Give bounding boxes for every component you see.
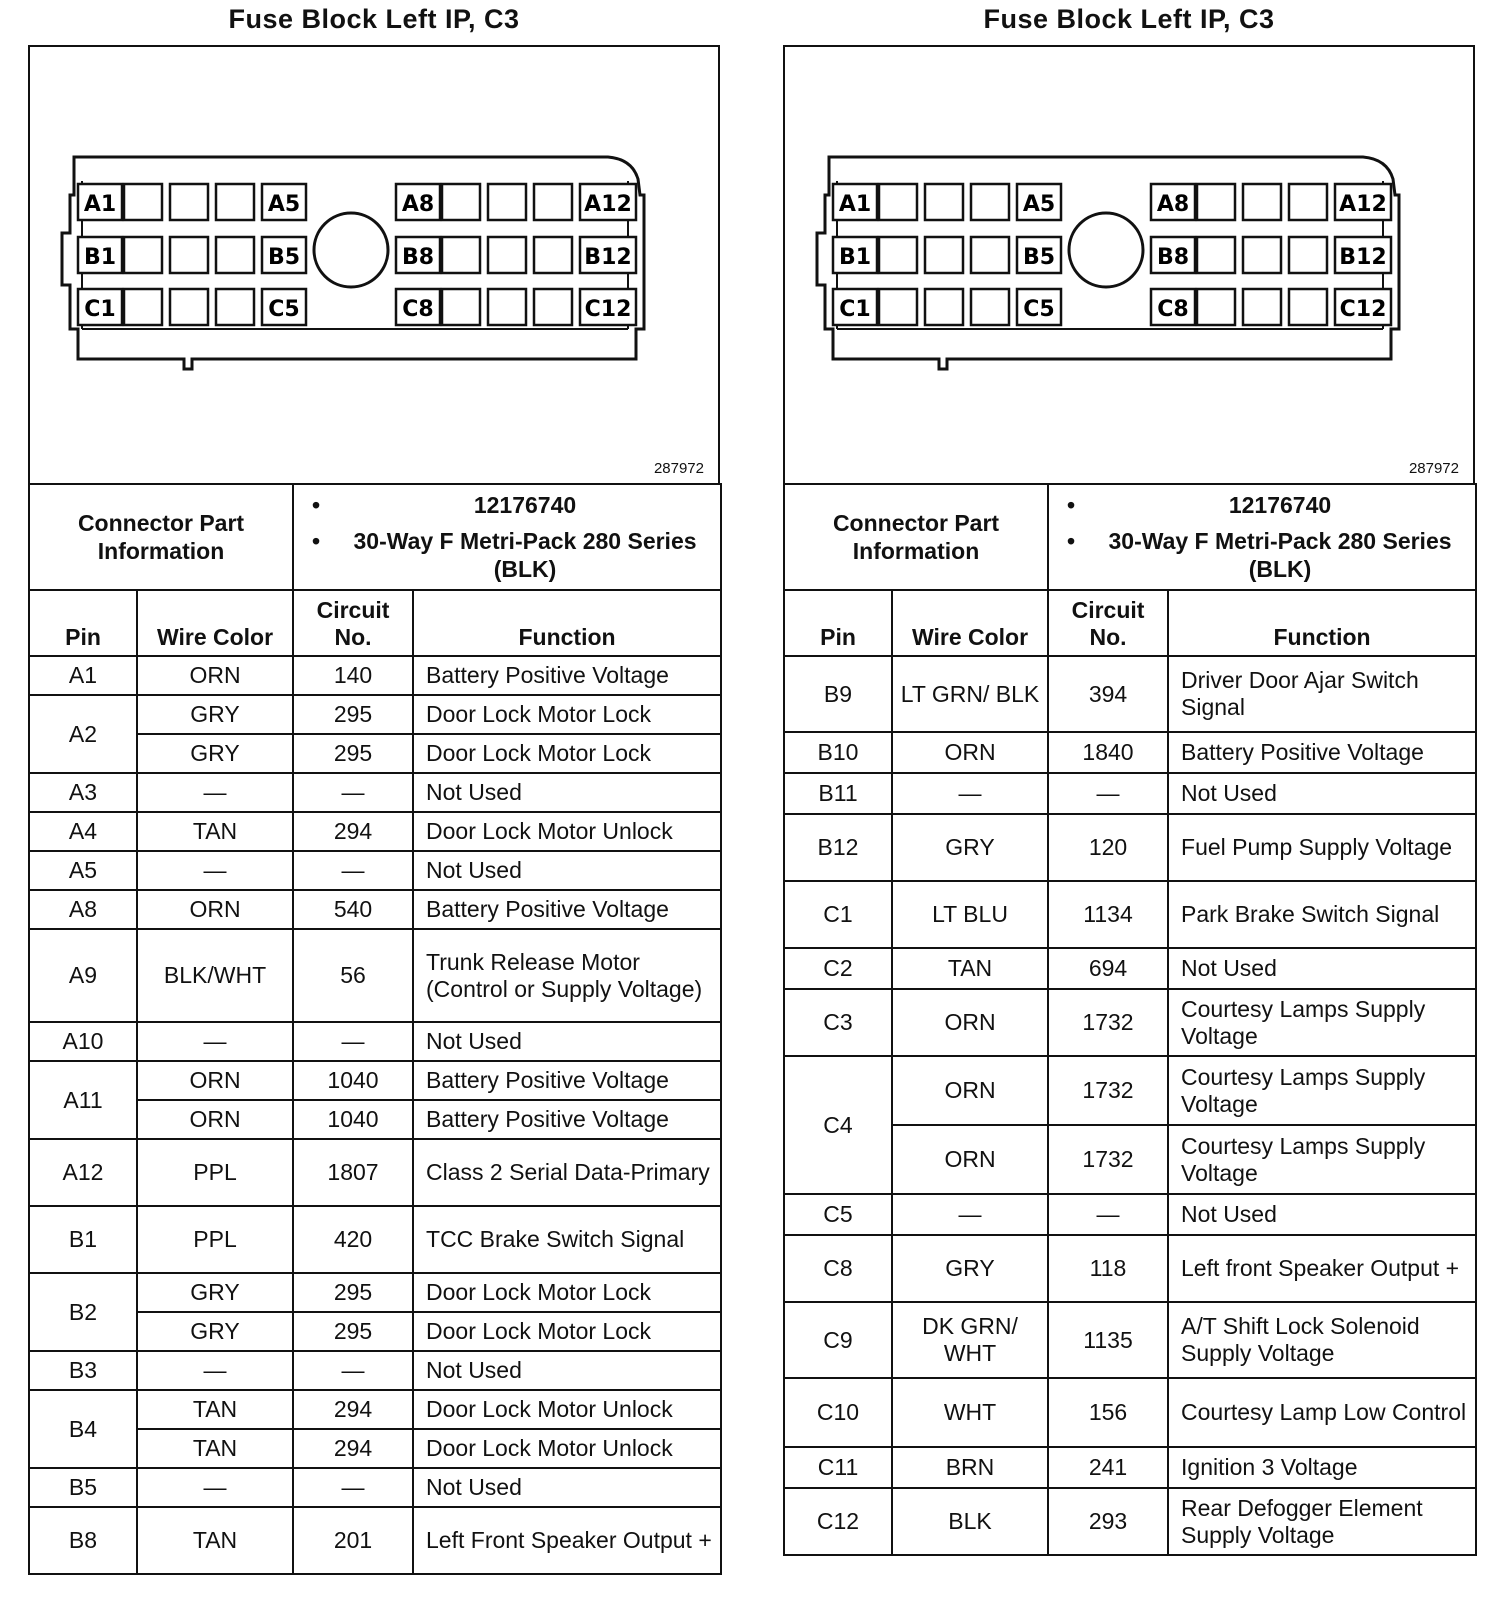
table-row <box>29 1061 721 1100</box>
pin-cavity <box>534 237 572 273</box>
table-row <box>784 1194 1476 1235</box>
circuit-cell: — <box>1048 1194 1168 1235</box>
pin-cavity <box>1289 237 1327 273</box>
circuit-cell: 295 <box>293 1273 413 1312</box>
pin-cavity <box>925 237 963 273</box>
wire-color-cell: GRY <box>137 1312 293 1351</box>
pin-cell: A11 <box>29 1061 137 1139</box>
pin-cavity <box>925 184 963 220</box>
table-row <box>29 812 721 851</box>
pin-label: A1 <box>83 192 117 217</box>
wire-color-cell: ORN <box>137 1100 293 1139</box>
pin-label: B1 <box>83 245 117 270</box>
wire-color-cell: TAN <box>137 1390 293 1429</box>
circuit-cell: — <box>293 1468 413 1507</box>
table-row <box>784 989 1476 1056</box>
figure-id: 287972 <box>1408 460 1459 477</box>
circuit-cell: 56 <box>293 929 413 1022</box>
table-row <box>784 881 1476 948</box>
table-row <box>29 1273 721 1312</box>
header-pin: Pin <box>29 590 137 656</box>
pin-label: B5 <box>1022 245 1056 270</box>
pin-cell: B5 <box>29 1468 137 1507</box>
connector-figure <box>783 45 1475 485</box>
header-row <box>29 590 721 656</box>
wire-color-cell: ORN <box>137 656 293 695</box>
function-cell: Driver Door Ajar Switch Signal <box>1168 656 1476 732</box>
pin-cavity <box>534 289 572 325</box>
pin-cell: C8 <box>784 1235 892 1302</box>
pin-cell: B1 <box>29 1206 137 1273</box>
circuit-cell: 294 <box>293 1429 413 1468</box>
latch-circle <box>1069 213 1143 287</box>
circuit-cell: 694 <box>1048 948 1168 989</box>
table-row <box>29 773 721 812</box>
table-row <box>784 1235 1476 1302</box>
wire-color-cell: ORN <box>892 1125 1048 1194</box>
pin-cavity <box>971 237 1009 273</box>
function-cell: Fuel Pump Supply Voltage <box>1168 814 1476 881</box>
pin-cell: A4 <box>29 812 137 851</box>
connector-part-info-list <box>1048 484 1476 590</box>
function-cell: Class 2 Serial Data-Primary <box>413 1139 721 1206</box>
header-wire-color: Wire Color <box>137 590 293 656</box>
pin-cell: C3 <box>784 989 892 1056</box>
header-row <box>784 590 1476 656</box>
wire-color-cell: PPL <box>137 1139 293 1206</box>
circuit-cell: 295 <box>293 1312 413 1351</box>
circuit-cell: 156 <box>1048 1378 1168 1447</box>
pin-cavity <box>534 184 572 220</box>
pin-cavity <box>1197 184 1235 220</box>
pin-cell: A12 <box>29 1139 137 1206</box>
pin-cavity <box>879 184 917 220</box>
function-cell: Door Lock Motor Lock <box>413 1273 721 1312</box>
panel-title: Fuse Block Left IP, C3 <box>228 4 520 34</box>
header-function: Function <box>413 590 721 656</box>
pin-label: A12 <box>584 192 632 217</box>
connector-info-row <box>29 484 721 590</box>
function-cell: TCC Brake Switch Signal <box>413 1206 721 1273</box>
table-row <box>29 929 721 1022</box>
pin-label: C5 <box>1023 297 1055 322</box>
circuit-cell: — <box>293 851 413 890</box>
function-cell: Not Used <box>413 1468 721 1507</box>
pin-cell: B4 <box>29 1390 137 1468</box>
circuit-cell: 1732 <box>1048 1125 1168 1194</box>
function-cell: Battery Positive Voltage <box>1168 732 1476 773</box>
pin-cavity <box>442 289 480 325</box>
table-row <box>29 851 721 890</box>
header-wire-color: Wire Color <box>892 590 1048 656</box>
circuit-cell: 1840 <box>1048 732 1168 773</box>
pin-label: B5 <box>267 245 301 270</box>
table-row <box>784 732 1476 773</box>
pin-cell: B2 <box>29 1273 137 1351</box>
pin-label: A1 <box>838 192 872 217</box>
connector-diagram <box>30 47 718 485</box>
pin-cavity <box>442 237 480 273</box>
wire-color-cell: — <box>892 773 1048 814</box>
pin-cavity <box>879 289 917 325</box>
part-number: • 12176740 <box>1089 491 1471 519</box>
table-row <box>29 890 721 929</box>
pin-cavity <box>488 289 526 325</box>
pin-cell: B9 <box>784 656 892 732</box>
pin-cavity <box>170 237 208 273</box>
wire-color-cell: GRY <box>137 1273 293 1312</box>
pin-cell: A3 <box>29 773 137 812</box>
pin-label: A12 <box>1339 192 1387 217</box>
pin-cell: C2 <box>784 948 892 989</box>
pin-label: C12 <box>1339 297 1387 322</box>
circuit-cell: 1040 <box>293 1100 413 1139</box>
function-cell: Battery Positive Voltage <box>413 890 721 929</box>
pin-cavity <box>1289 184 1327 220</box>
table-row <box>784 773 1476 814</box>
part-description: • 30-Way F Metri-Pack 280 Series (BLK) <box>334 527 716 583</box>
wire-color-cell: TAN <box>137 1429 293 1468</box>
pin-label: C5 <box>268 297 300 322</box>
wire-color-cell: — <box>137 851 293 890</box>
pin-label: A8 <box>401 192 435 217</box>
header-circuit-no: Circuit No. <box>1048 590 1168 656</box>
circuit-cell: 1134 <box>1048 881 1168 948</box>
function-cell: Park Brake Switch Signal <box>1168 881 1476 948</box>
wire-color-cell: ORN <box>892 1056 1048 1125</box>
circuit-cell: 295 <box>293 695 413 734</box>
header-function: Function <box>1168 590 1476 656</box>
wire-color-cell: BRN <box>892 1447 1048 1488</box>
pin-cell: A5 <box>29 851 137 890</box>
pin-cell: B11 <box>784 773 892 814</box>
wire-color-cell: TAN <box>137 812 293 851</box>
pin-cell: A10 <box>29 1022 137 1061</box>
table-row <box>29 695 721 734</box>
function-cell: Not Used <box>1168 1194 1476 1235</box>
part-description: • 30-Way F Metri-Pack 280 Series (BLK) <box>1089 527 1471 583</box>
pin-label: A5 <box>267 192 301 217</box>
wire-color-cell: LT GRN/ BLK <box>892 656 1048 732</box>
pin-cavity <box>442 184 480 220</box>
panel-title: Fuse Block Left IP, C3 <box>983 4 1275 34</box>
circuit-cell: 1732 <box>1048 989 1168 1056</box>
table-row <box>29 1390 721 1429</box>
table-row <box>29 1139 721 1206</box>
pin-cell: C10 <box>784 1378 892 1447</box>
circuit-cell: 295 <box>293 734 413 773</box>
wire-color-cell: TAN <box>892 948 1048 989</box>
function-cell: Door Lock Motor Unlock <box>413 812 721 851</box>
connector-part-info-list <box>293 484 721 590</box>
function-cell: Left front Speaker Output + <box>1168 1235 1476 1302</box>
circuit-cell: 201 <box>293 1507 413 1574</box>
pin-label: C12 <box>584 297 632 322</box>
wire-color-cell: — <box>892 1194 1048 1235</box>
pin-cell: C12 <box>784 1488 892 1555</box>
circuit-cell: 118 <box>1048 1235 1168 1302</box>
table-row <box>29 1351 721 1390</box>
table-row <box>29 1022 721 1061</box>
pin-label: B12 <box>584 245 632 270</box>
pin-cavity <box>124 237 162 273</box>
wire-color-cell: — <box>137 1468 293 1507</box>
pin-cavity <box>170 184 208 220</box>
pin-cell: B3 <box>29 1351 137 1390</box>
circuit-cell: — <box>293 773 413 812</box>
pin-cell: A8 <box>29 890 137 929</box>
table-row <box>29 1507 721 1574</box>
wire-color-cell: ORN <box>137 890 293 929</box>
pin-cavity <box>488 184 526 220</box>
circuit-cell: 140 <box>293 656 413 695</box>
wire-color-cell: TAN <box>137 1507 293 1574</box>
circuit-cell: 294 <box>293 1390 413 1429</box>
circuit-cell: 1040 <box>293 1061 413 1100</box>
pin-label: A5 <box>1022 192 1056 217</box>
pin-cavity <box>216 184 254 220</box>
function-cell: Not Used <box>413 851 721 890</box>
wire-color-cell: DK GRN/ WHT <box>892 1302 1048 1378</box>
pin-cavity <box>1197 289 1235 325</box>
function-cell: Not Used <box>1168 773 1476 814</box>
function-cell: Door Lock Motor Lock <box>413 1312 721 1351</box>
table-row <box>784 814 1476 881</box>
function-cell: Battery Positive Voltage <box>413 1100 721 1139</box>
pin-cavity <box>925 289 963 325</box>
pin-label: C1 <box>84 297 116 322</box>
pin-cavity <box>1243 289 1281 325</box>
circuit-cell: 420 <box>293 1206 413 1273</box>
function-cell: Trunk Release Motor (Control or Supply Voltage) <box>413 929 721 1022</box>
table-row <box>784 1488 1476 1555</box>
wire-color-cell: PPL <box>137 1206 293 1273</box>
pin-cavity <box>216 237 254 273</box>
pin-cell: C4 <box>784 1056 892 1194</box>
function-cell: Door Lock Motor Lock <box>413 734 721 773</box>
wire-color-cell: WHT <box>892 1378 1048 1447</box>
table-row <box>29 1468 721 1507</box>
pin-label: B8 <box>1156 245 1190 270</box>
table-row <box>29 656 721 695</box>
circuit-cell: — <box>293 1022 413 1061</box>
pin-label: B1 <box>838 245 872 270</box>
pin-cavity <box>216 289 254 325</box>
connector-part-info-label: Connector Part Information <box>784 484 1048 590</box>
pin-cavity <box>124 184 162 220</box>
connector-info-row <box>784 484 1476 590</box>
pinout-table <box>783 483 1477 1556</box>
function-cell: Courtesy Lamp Low Control <box>1168 1378 1476 1447</box>
pin-cavity <box>971 289 1009 325</box>
circuit-cell: 1135 <box>1048 1302 1168 1378</box>
wire-color-cell: ORN <box>892 732 1048 773</box>
pin-cell: C9 <box>784 1302 892 1378</box>
connector-part-info-label: Connector Part Information <box>29 484 293 590</box>
function-cell: Courtesy Lamps Supply Voltage <box>1168 1056 1476 1125</box>
header-circuit-no: Circuit No. <box>293 590 413 656</box>
wire-color-cell: BLK <box>892 1488 1048 1555</box>
pin-cell: C11 <box>784 1447 892 1488</box>
table-row <box>784 948 1476 989</box>
figure-id: 287972 <box>653 460 704 477</box>
table-row <box>784 656 1476 732</box>
pin-cavity <box>1243 184 1281 220</box>
function-cell: Not Used <box>413 1022 721 1061</box>
function-cell: Not Used <box>413 773 721 812</box>
wire-color-cell: GRY <box>892 814 1048 881</box>
pin-cavity <box>488 237 526 273</box>
wire-color-cell: ORN <box>137 1061 293 1100</box>
wire-color-cell: — <box>137 773 293 812</box>
pin-label: B12 <box>1339 245 1387 270</box>
circuit-cell: 241 <box>1048 1447 1168 1488</box>
pin-cavity <box>1197 237 1235 273</box>
function-cell: Door Lock Motor Unlock <box>413 1390 721 1429</box>
function-cell: Door Lock Motor Unlock <box>413 1429 721 1468</box>
table-row <box>784 1056 1476 1125</box>
function-cell: Rear Defogger Element Supply Voltage <box>1168 1488 1476 1555</box>
wire-color-cell: — <box>137 1022 293 1061</box>
wire-color-cell: BLK/WHT <box>137 929 293 1022</box>
wire-color-cell: GRY <box>892 1235 1048 1302</box>
function-cell: Battery Positive Voltage <box>413 656 721 695</box>
table-row <box>784 1378 1476 1447</box>
pin-cavity <box>124 289 162 325</box>
pin-cavity <box>1289 289 1327 325</box>
part-number: • 12176740 <box>334 491 716 519</box>
connector-figure <box>28 45 720 485</box>
latch-circle <box>314 213 388 287</box>
circuit-cell: 294 <box>293 812 413 851</box>
pinout-table <box>28 483 722 1575</box>
wire-color-cell: ORN <box>892 989 1048 1056</box>
function-cell: Courtesy Lamps Supply Voltage <box>1168 1125 1476 1194</box>
function-cell: Ignition 3 Voltage <box>1168 1447 1476 1488</box>
pin-label: C8 <box>1157 297 1189 322</box>
function-cell: Left Front Speaker Output + <box>413 1507 721 1574</box>
table-row <box>29 1206 721 1273</box>
wire-color-cell: — <box>137 1351 293 1390</box>
pin-label: A8 <box>1156 192 1190 217</box>
function-cell: Not Used <box>1168 948 1476 989</box>
circuit-cell: 120 <box>1048 814 1168 881</box>
table-row <box>784 1447 1476 1488</box>
pin-cell: B8 <box>29 1507 137 1574</box>
circuit-cell: 540 <box>293 890 413 929</box>
pin-cavity <box>1243 237 1281 273</box>
wire-color-cell: LT BLU <box>892 881 1048 948</box>
pin-cell: C1 <box>784 881 892 948</box>
function-cell: Not Used <box>413 1351 721 1390</box>
pin-cavity <box>170 289 208 325</box>
pin-cell: C5 <box>784 1194 892 1235</box>
pin-cell: A2 <box>29 695 137 773</box>
pin-cavity <box>879 237 917 273</box>
circuit-cell: 1807 <box>293 1139 413 1206</box>
function-cell: Door Lock Motor Lock <box>413 695 721 734</box>
pin-cell: B10 <box>784 732 892 773</box>
pin-cell: B12 <box>784 814 892 881</box>
function-cell: A/T Shift Lock Solenoid Supply Voltage <box>1168 1302 1476 1378</box>
circuit-cell: — <box>1048 773 1168 814</box>
circuit-cell: 1732 <box>1048 1056 1168 1125</box>
pin-label: B8 <box>401 245 435 270</box>
wire-color-cell: GRY <box>137 734 293 773</box>
pin-label: C8 <box>402 297 434 322</box>
circuit-cell: — <box>293 1351 413 1390</box>
wire-color-cell: GRY <box>137 695 293 734</box>
header-pin: Pin <box>784 590 892 656</box>
connector-diagram <box>785 47 1473 485</box>
pin-cell: A9 <box>29 929 137 1022</box>
circuit-cell: 394 <box>1048 656 1168 732</box>
pin-cell: A1 <box>29 656 137 695</box>
function-cell: Battery Positive Voltage <box>413 1061 721 1100</box>
function-cell: Courtesy Lamps Supply Voltage <box>1168 989 1476 1056</box>
table-row <box>784 1302 1476 1378</box>
circuit-cell: 293 <box>1048 1488 1168 1555</box>
pin-cavity <box>971 184 1009 220</box>
pin-label: C1 <box>839 297 871 322</box>
